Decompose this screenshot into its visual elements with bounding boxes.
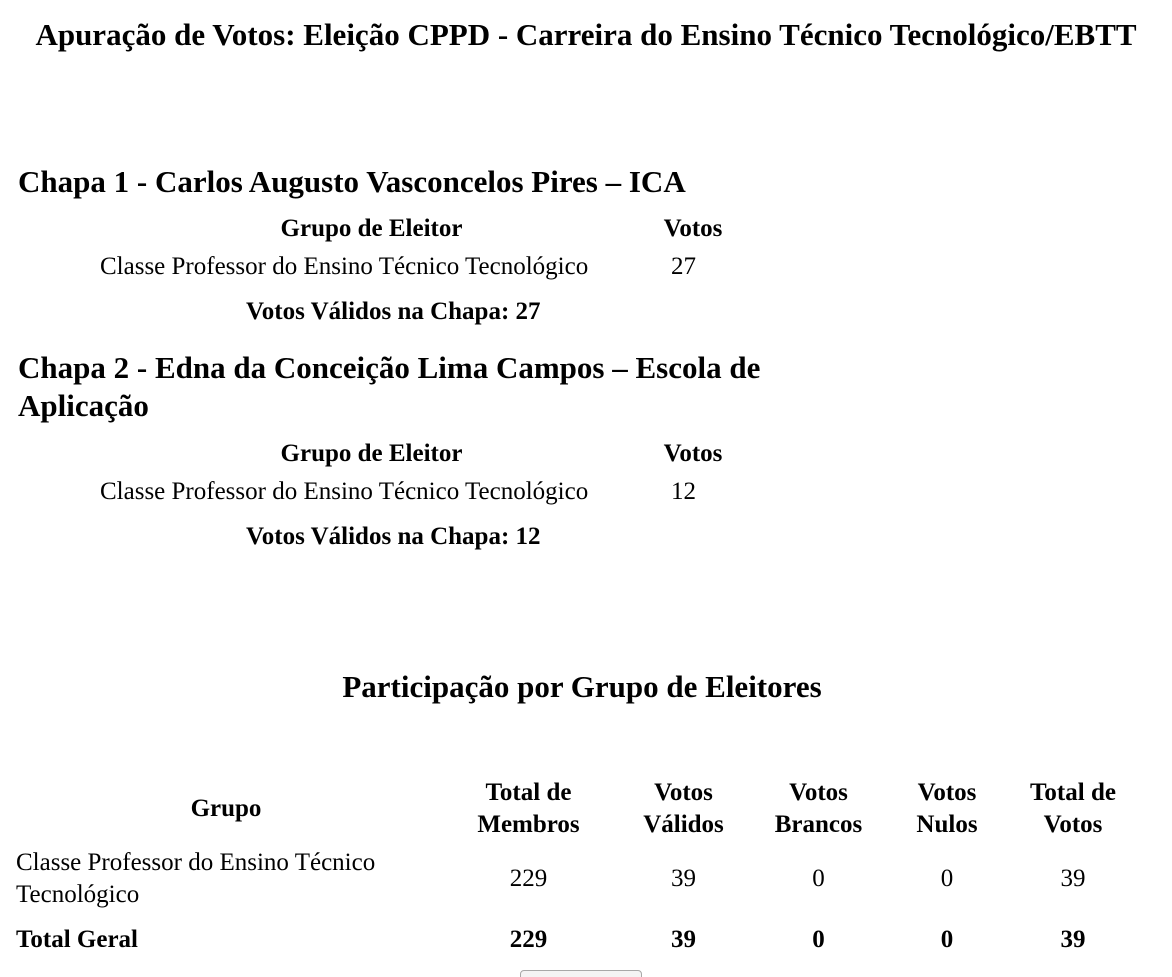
- total-row: [16, 912, 1143, 968]
- total-members-cell: 229: [509, 926, 548, 953]
- header-votos: Votos: [663, 440, 723, 467]
- header-votos-validos: Votos Válidos: [643, 779, 724, 838]
- chapa-2-valid-votes: Votos Válidos na Chapa: 12: [246, 523, 541, 550]
- chapa-1-title: Chapa 1 - Carlos Augusto Vasconcelos Pires – ICA: [18, 164, 686, 199]
- voter-group-cell: Classe Professor do Ensino Técnico Tecnológico: [100, 478, 589, 505]
- header-grupo-de-eleitor: Grupo de Eleitor: [280, 215, 463, 242]
- total-label-cell: Total Geral: [16, 926, 138, 953]
- header-grupo: Grupo: [190, 795, 262, 822]
- blank-votes-cell: 0: [812, 926, 825, 953]
- chapa-1-valid-votes: Votos Válidos na Chapa: 27: [246, 298, 541, 325]
- page-title: Apuração de Votos: Eleição CPPD - Carreira do Ensino Técnico Tecnológico/EBTT: [35, 17, 1137, 52]
- table-header-row: [96, 211, 739, 247]
- header-total-de-votos: Total de Votos: [1030, 779, 1116, 838]
- participation-header-row: [16, 772, 1143, 846]
- table-header-row: [96, 436, 739, 472]
- votes-cell: 27: [671, 253, 696, 280]
- blank-votes-cell: 0: [812, 865, 825, 892]
- chapa-1-votes-table: [96, 211, 739, 287]
- participation-table: [16, 772, 1143, 968]
- table-row: [96, 472, 739, 512]
- header-votos-brancos: Votos Brancos: [774, 779, 863, 838]
- valid-votes-cell: 39: [671, 865, 696, 892]
- null-votes-cell: 0: [940, 926, 954, 953]
- total-members-cell: 229: [509, 865, 548, 892]
- header-votos-nulos: Votos Nulos: [916, 779, 978, 838]
- table-row: [16, 846, 1143, 912]
- group-name-cell: Classe Professor do Ensino Técnico Tecnológico: [16, 849, 376, 908]
- null-votes-cell: 0: [940, 865, 954, 892]
- header-votos: Votos: [663, 215, 723, 242]
- header-total-de-membros: Total de Membros: [477, 779, 580, 838]
- votes-cell: 12: [671, 478, 696, 505]
- total-votes-cell: 39: [1060, 926, 1086, 953]
- participation-title: Participação por Grupo de Eleitores: [342, 669, 822, 704]
- total-votes-cell: 39: [1060, 865, 1086, 892]
- table-row: [96, 247, 739, 287]
- chapa-2-title: Chapa 2 - Edna da Conceição Lima Campos – Escola de Aplicação: [18, 350, 761, 423]
- header-grupo-de-eleitor: Grupo de Eleitor: [280, 440, 463, 467]
- valid-votes-cell: 39: [671, 926, 696, 953]
- action-button[interactable]: [520, 970, 642, 977]
- chapa-2-votes-table: [96, 436, 739, 512]
- voter-group-cell: Classe Professor do Ensino Técnico Tecnológico: [100, 253, 589, 280]
